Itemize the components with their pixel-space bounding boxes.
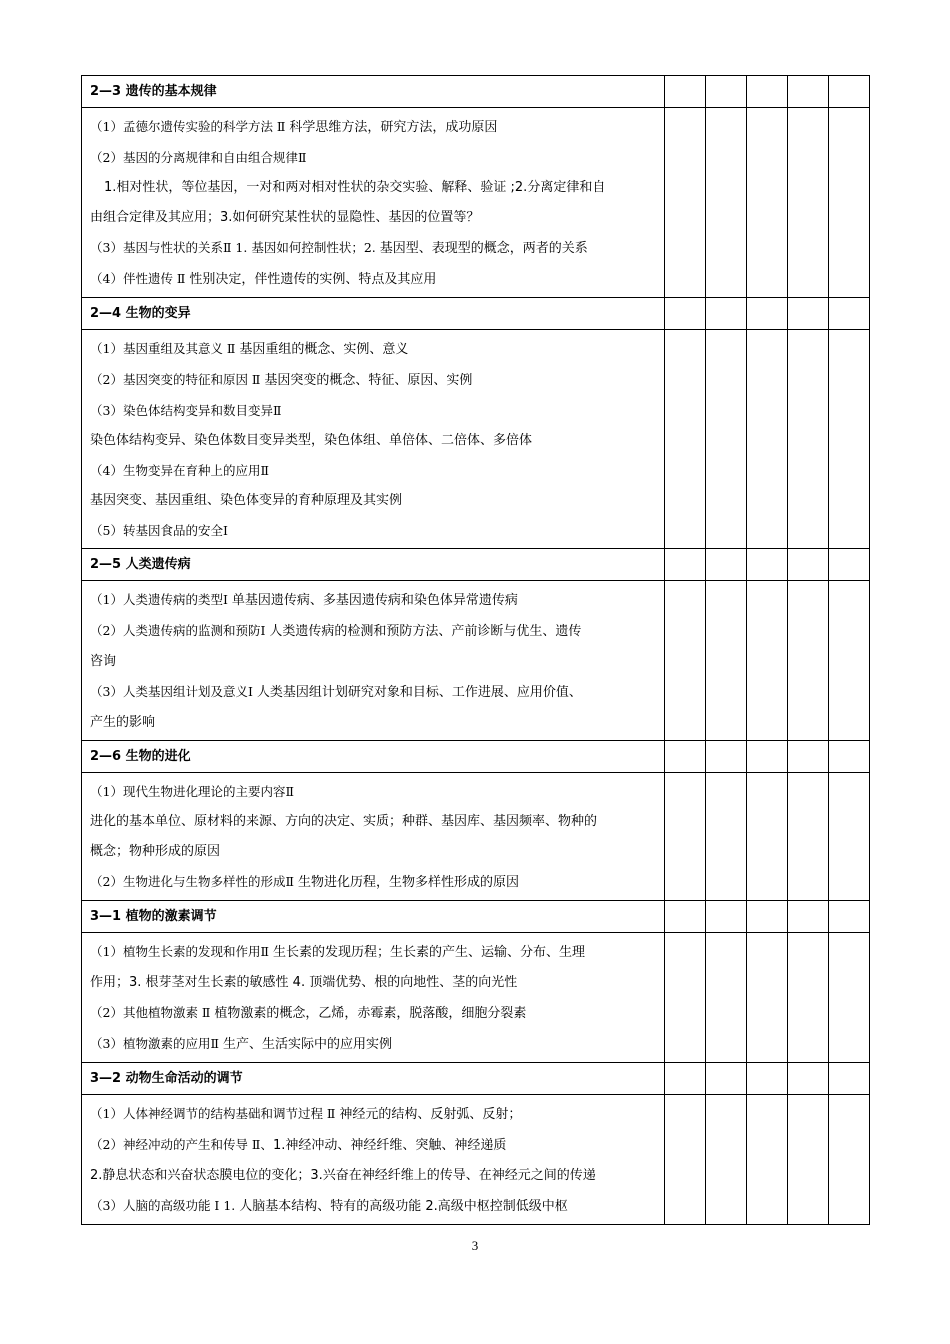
item-detail-text: 基因突变、基因重组、染色体变异的育种原理及其实例 (90, 493, 403, 508)
section-content-cell (82, 933, 665, 1063)
section-header-check-cell-1[interactable] (664, 1063, 705, 1095)
content-line (90, 1161, 658, 1191)
section-body-check-cell-2[interactable] (705, 581, 746, 741)
item-heading-text: （2）神经冲动的产生和传导 Ⅱ、 (90, 1137, 273, 1152)
section-header-check-cell-4[interactable] (787, 901, 828, 933)
item-detail-text: 生产、生活实际中的应用实例 (222, 1037, 392, 1052)
item-detail-text: 进化的基本单位、原材料的来源、方向的决定、实质；种群、基因库、基因频率、物种的 (90, 814, 598, 829)
section-body-row (82, 933, 870, 1063)
section-header-row (82, 76, 870, 108)
item-heading-text: （1）基因重组及其意义 Ⅱ (90, 341, 240, 356)
section-body-check-cell-3[interactable] (746, 330, 787, 549)
section-body-check-cell-5[interactable] (828, 108, 869, 298)
section-header-check-cell-4[interactable] (787, 298, 828, 330)
item-heading-text: （5）转基因食品的安全Ⅰ (90, 523, 228, 538)
section-header-check-cell-2[interactable] (705, 76, 746, 108)
content-line (90, 998, 658, 1029)
item-heading-text: （3）染色体结构变异和数目变异Ⅱ (90, 403, 282, 418)
item-heading-text: （2）基因突变的特征和原因 Ⅱ (90, 372, 265, 387)
section-header-check-cell-2[interactable] (705, 901, 746, 933)
section-header-check-cell-1[interactable] (664, 549, 705, 581)
section-header-row (82, 298, 870, 330)
item-detail-text: 概念；物种形成的原因 (90, 844, 221, 859)
section-body-check-cell-2[interactable] (705, 330, 746, 549)
item-heading-text: （1）人类遗传病的类型Ⅰ (90, 592, 232, 607)
section-title: 3—2 动物生命活动的调节 (90, 1071, 243, 1086)
section-body-check-cell-4[interactable] (787, 581, 828, 741)
section-header-check-cell-1[interactable] (664, 901, 705, 933)
item-detail-text: 2.静息状态和兴奋状态膜电位的变化；3.兴奋在神经纤维上的传导、在神经元之间的传递 (90, 1168, 596, 1183)
content-line (90, 486, 658, 516)
section-header-check-cell-5[interactable] (828, 76, 869, 108)
section-content-cell (82, 773, 665, 901)
section-header-row (82, 741, 870, 773)
content-line (90, 777, 658, 807)
item-heading-text: （2）生物进化与生物多样性的形成Ⅱ (90, 874, 298, 889)
section-body-row (82, 330, 870, 549)
content-line (90, 334, 658, 365)
item-detail-text: 染色体结构变异、染色体数目变异类型，染色体组、单倍体、二倍体、多倍体 (90, 433, 533, 448)
section-body-check-cell-4[interactable] (787, 773, 828, 901)
item-detail-text: 基因突变的概念、特征、原因、实例 (264, 373, 473, 388)
section-body-row (82, 1095, 870, 1225)
section-header-check-cell-3[interactable] (746, 298, 787, 330)
section-body-check-cell-1[interactable] (664, 773, 705, 901)
section-header-check-cell-5[interactable] (828, 1063, 869, 1095)
item-heading-text: （3）基因与性状的关系Ⅱ 1. 基因如何控制性状；2. (90, 240, 380, 255)
item-detail-text: 神经元的结构、反射弧、反射； (339, 1107, 522, 1122)
content-line (90, 677, 658, 708)
section-body-check-cell-5[interactable] (828, 330, 869, 549)
content-line (90, 647, 658, 677)
section-header-check-cell-4[interactable] (787, 549, 828, 581)
section-body-check-cell-1[interactable] (664, 1095, 705, 1225)
item-heading-text: （1）植物生长素的发现和作用Ⅱ (90, 944, 273, 959)
section-header-check-cell-2[interactable] (705, 741, 746, 773)
section-body-check-cell-3[interactable] (746, 773, 787, 901)
section-header-check-cell-3[interactable] (746, 901, 787, 933)
section-body-check-cell-1[interactable] (664, 581, 705, 741)
section-body-check-cell-1[interactable] (664, 108, 705, 298)
item-detail-text: 人类遗传病的检测和预防方法、产前诊断与优生、遗传 (269, 624, 582, 639)
content-line (90, 937, 658, 968)
section-header-row (82, 1063, 870, 1095)
section-header-cell (82, 901, 665, 933)
item-detail-text: 生长素的发现历程；生长素的产生、运输、分布、生理 (272, 945, 585, 960)
section-body-check-cell-4[interactable] (787, 933, 828, 1063)
item-heading-text: （2）人类遗传病的监测和预防Ⅰ (90, 623, 270, 638)
item-detail-text: 生物进化历程，生物多样性形成的原因 (297, 875, 519, 890)
section-title: 2—3 遗传的基本规律 (90, 84, 217, 99)
content-line (90, 1099, 658, 1130)
content-line (90, 173, 658, 203)
section-title: 2—5 人类遗传病 (90, 557, 191, 572)
section-header-cell (82, 741, 665, 773)
content-line (90, 867, 658, 898)
content-line (90, 396, 658, 426)
item-detail-text: 基因重组的概念、实例、意义 (239, 342, 409, 357)
section-body-check-cell-2[interactable] (705, 933, 746, 1063)
content-line (90, 456, 658, 486)
section-header-check-cell-1[interactable] (664, 741, 705, 773)
content-line (90, 112, 658, 143)
item-detail-text: 人脑基本结构、特有的高级功能 2.高级中枢控制低级中枢 (239, 1199, 568, 1214)
section-header-check-cell-3[interactable] (746, 1063, 787, 1095)
section-body-check-cell-5[interactable] (828, 1095, 869, 1225)
section-header-check-cell-5[interactable] (828, 901, 869, 933)
section-body-check-cell-1[interactable] (664, 933, 705, 1063)
section-header-check-cell-1[interactable] (664, 298, 705, 330)
item-detail-text: 咨询 (90, 654, 117, 669)
section-body-check-cell-4[interactable] (787, 1095, 828, 1225)
item-heading-text: （4）生物变异在育种上的应用Ⅱ (90, 463, 269, 478)
section-header-check-cell-5[interactable] (828, 549, 869, 581)
item-heading-text: （1）现代生物进化理论的主要内容Ⅱ (90, 784, 294, 799)
section-body-check-cell-2[interactable] (705, 773, 746, 901)
item-detail-text: 1.相对性状，等位基因，一对和两对相对性状的杂交实验、解释、验证 ;2.分离定律和自 (104, 180, 606, 195)
item-heading-text: （3）人类基因组计划及意义Ⅰ (90, 684, 257, 699)
section-header-check-cell-2[interactable] (705, 1063, 746, 1095)
section-header-check-cell-2[interactable] (705, 549, 746, 581)
content-line (90, 837, 658, 867)
item-heading-text: （2）其他植物激素 Ⅱ (90, 1005, 215, 1020)
item-detail-text: 植物激素的概念，乙烯，赤霉素，脱落酸，细胞分裂素 (214, 1006, 527, 1021)
section-body-check-cell-4[interactable] (787, 108, 828, 298)
section-content-cell (82, 330, 665, 549)
content-line (90, 143, 658, 173)
item-heading-text: （2）基因的分离规律和自由组合规律Ⅱ (90, 150, 307, 165)
section-header-cell (82, 1063, 665, 1095)
section-body-check-cell-5[interactable] (828, 773, 869, 901)
section-header-check-cell-3[interactable] (746, 76, 787, 108)
section-header-row (82, 549, 870, 581)
section-header-check-cell-4[interactable] (787, 741, 828, 773)
section-header-cell (82, 549, 665, 581)
section-header-row (82, 901, 870, 933)
item-heading-text: （3）植物激素的应用Ⅱ (90, 1036, 223, 1051)
section-body-check-cell-4[interactable] (787, 330, 828, 549)
section-body-check-cell-2[interactable] (705, 1095, 746, 1225)
section-header-check-cell-1[interactable] (664, 76, 705, 108)
section-body-check-cell-3[interactable] (746, 108, 787, 298)
section-body-check-cell-3[interactable] (746, 933, 787, 1063)
section-header-cell (82, 298, 665, 330)
section-header-cell (82, 76, 665, 108)
content-line (90, 426, 658, 456)
item-detail-text: 1.神经冲动、神经纤维、突触、神经递质 (272, 1138, 507, 1153)
content-line (90, 968, 658, 998)
section-header-check-cell-3[interactable] (746, 741, 787, 773)
item-detail-text: 作用；3. 根芽茎对生长素的敏感性 4. 顶端优势、根的向地性、茎的向光性 (90, 975, 518, 990)
section-body-check-cell-5[interactable] (828, 933, 869, 1063)
content-line (90, 516, 658, 546)
section-title: 3—1 植物的激素调节 (90, 909, 217, 924)
syllabus-table (81, 75, 870, 1225)
section-body-check-cell-1[interactable] (664, 330, 705, 549)
content-line (90, 1029, 658, 1060)
section-header-check-cell-5[interactable] (828, 741, 869, 773)
section-content-cell (82, 1095, 665, 1225)
page-number: 3 (471, 1238, 479, 1253)
section-body-check-cell-3[interactable] (746, 1095, 787, 1225)
item-heading-text: （4）伴性遗传 Ⅱ (90, 271, 190, 286)
section-body-check-cell-5[interactable] (828, 581, 869, 741)
item-detail-text: 单基因遗传病、多基因遗传病和染色体异常遗传病 (231, 593, 518, 608)
section-body-row (82, 108, 870, 298)
item-heading-text: （1）人体神经调节的结构基础和调节过程 Ⅱ (90, 1106, 340, 1121)
section-content-cell (82, 581, 665, 741)
content-line (90, 1191, 658, 1222)
item-detail-text: 由组合定律及其应用；3.如何研究某性状的显隐性、基因的位置等？ (90, 210, 480, 225)
content-line (90, 203, 658, 233)
section-body-check-cell-2[interactable] (705, 108, 746, 298)
content-line (90, 365, 658, 396)
section-body-row (82, 581, 870, 741)
section-header-check-cell-4[interactable] (787, 76, 828, 108)
section-header-check-cell-4[interactable] (787, 1063, 828, 1095)
item-heading-text: （1）孟德尔遗传实验的科学方法 Ⅱ (90, 119, 290, 134)
content-line (90, 585, 658, 616)
item-detail-text: 基因型、表现型的概念，两者的关系 (379, 241, 588, 256)
item-heading-text: （3）人脑的高级功能 Ⅰ 1. (90, 1198, 240, 1213)
content-line (90, 233, 658, 264)
content-line (90, 616, 658, 647)
content-line (90, 708, 658, 738)
section-header-check-cell-5[interactable] (828, 298, 869, 330)
section-body-row (82, 773, 870, 901)
content-line (90, 1130, 658, 1161)
section-header-check-cell-2[interactable] (705, 298, 746, 330)
section-title: 2—6 生物的进化 (90, 749, 191, 764)
item-detail-text: 产生的影响 (90, 715, 156, 730)
item-detail-text: 性别决定，伴性遗传的实例、特点及其应用 (189, 272, 437, 287)
item-detail-text: 科学思维方法，研究方法，成功原因 (289, 120, 498, 135)
section-title: 2—4 生物的变异 (90, 306, 191, 321)
item-detail-text: 人类基因组计划研究对象和目标、工作进展、应用价值、 (256, 685, 582, 700)
section-content-cell (82, 108, 665, 298)
section-body-check-cell-3[interactable] (746, 581, 787, 741)
section-header-check-cell-3[interactable] (746, 549, 787, 581)
content-line (90, 264, 658, 295)
content-line (90, 807, 658, 837)
